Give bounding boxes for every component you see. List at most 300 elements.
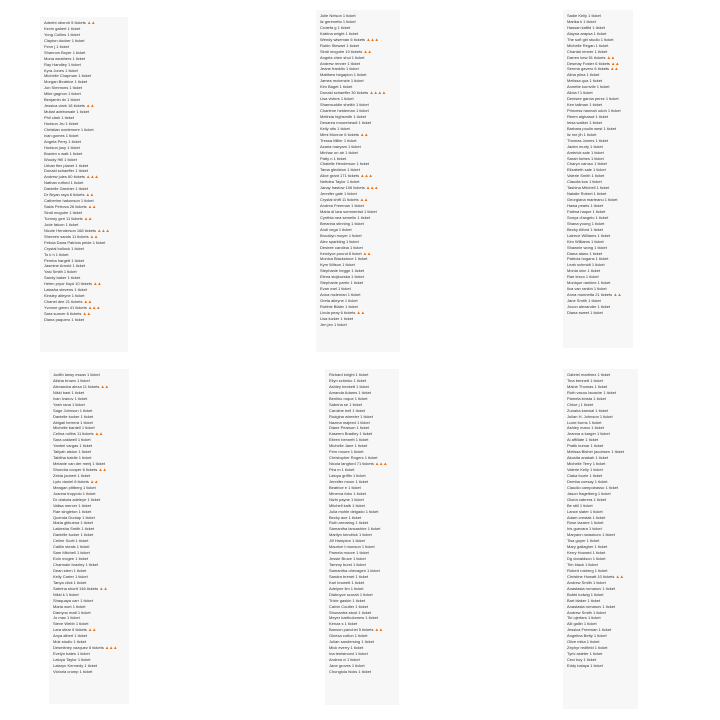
entry-text: Damyno matt 1 ticket bbox=[53, 609, 91, 615]
list-item bbox=[329, 669, 399, 675]
entry-text: Linda peay 6 tickets bbox=[320, 309, 356, 315]
entry-text: Alli gallin 1 ticket bbox=[567, 621, 597, 627]
entry-text: Lisa viviers 1 ticket bbox=[320, 96, 354, 102]
entry-text: Christopher Rogers 1 ticket bbox=[329, 455, 378, 461]
entry-text: Becky ace 1 ticket bbox=[329, 514, 362, 520]
entry-text: Celina rollins 11 tickets bbox=[53, 431, 94, 437]
entry-text: Mick everry 1 ticket bbox=[329, 645, 364, 651]
fire-icon: ▲▲ bbox=[610, 66, 619, 72]
entry-text: Andrew Smith 1 ticket bbox=[567, 579, 606, 585]
entry-text: Jode falcon 1 ticket bbox=[44, 221, 79, 227]
entry-text: Crystal shift 11 tickets bbox=[320, 197, 359, 203]
entry-text: Crystal bullock 1 ticket bbox=[44, 245, 84, 251]
entry-text: Hassan kaftid 1 ticket bbox=[567, 24, 606, 30]
entry-text: Judith lansy essan 1 ticket bbox=[53, 372, 100, 377]
entry-text: Sadie Kelly 1 ticket bbox=[567, 13, 601, 18]
fire-icon: ▲▲ bbox=[94, 431, 103, 437]
entry-text: Celine Scott 1 ticket bbox=[53, 538, 89, 544]
fire-icon: ▲▲▲ bbox=[360, 173, 373, 179]
entry-text: Jaden murty 1 ticket bbox=[567, 143, 603, 149]
entry-text: Maryann nwaokoro 1 ticket bbox=[567, 532, 615, 538]
fire-icon: ▲▲ bbox=[83, 215, 92, 221]
fire-icon: ▲▲ bbox=[606, 54, 615, 60]
entry-text: Maine Thomas 1 ticket bbox=[567, 383, 608, 389]
entry-text: Tina bennett 1 ticket bbox=[567, 377, 603, 383]
list-item bbox=[567, 663, 638, 669]
entry-text: Mary gallagher 1 ticket bbox=[567, 544, 608, 550]
entry-text: Jessica clark 18 tickets bbox=[44, 103, 85, 109]
entry-text: Caitlin steals 1 ticket bbox=[53, 544, 90, 550]
entry-text: Jane Smith 1 ticket bbox=[567, 298, 601, 303]
entry-text: Sara caldwell 1 ticket bbox=[53, 437, 91, 443]
entry-text: Danielle Gardner 1 ticket bbox=[44, 186, 89, 192]
entry-text: Ashley beckett 1 ticket bbox=[329, 383, 369, 389]
entry-text: Zunaira kanwal 1 ticket bbox=[567, 407, 608, 413]
fire-icon: ▲▲ bbox=[82, 310, 91, 316]
entry-text: Ginesa cotton 1 ticket bbox=[329, 633, 368, 639]
entry-text: Joanna troppolo 1 ticket bbox=[53, 490, 96, 496]
entry-text: Stephanie hegge 1 ticket bbox=[320, 268, 365, 274]
entry-text: Jeane franklin 1 ticket bbox=[320, 66, 359, 72]
entry-text: Lyric daniel 6 tickets bbox=[53, 478, 89, 484]
entry-text: Maria di lara sommerlad 1 ticket bbox=[320, 208, 377, 214]
list-item bbox=[320, 322, 400, 328]
entry-text: Meyer bartholomew 1 ticket bbox=[329, 615, 378, 621]
entry-text: Denisee garcia perez 1 ticket bbox=[567, 96, 619, 102]
entry-text: Becky Alford 1 ticket bbox=[567, 226, 604, 232]
entry-text: Jessie Bruce 1 ticket bbox=[329, 556, 366, 562]
entry-text: Bart blaker 1 ticket bbox=[567, 597, 601, 603]
entry-text: Valerie Smith 1 ticket bbox=[567, 173, 605, 179]
fire-icon: ▲▲ bbox=[89, 478, 99, 484]
fire-icon: ▲▲ bbox=[85, 192, 94, 198]
entry-text: Charyn caruso 1 ticket bbox=[567, 161, 607, 167]
entry-text: Ken tallman 1 ticket bbox=[567, 102, 602, 108]
entry-text: Thomas James 1 ticket bbox=[567, 137, 609, 143]
entry-text: Dg donaldson 1 ticket bbox=[567, 556, 606, 562]
entry-text: Tressa Miller 1 ticket bbox=[320, 137, 357, 143]
entry-text: Charmain braxley 1 ticket bbox=[53, 562, 99, 567]
entry-text: Rae singleton 1 ticket bbox=[53, 508, 92, 514]
entry-text: Nizhi payne 1 ticket bbox=[329, 496, 364, 502]
entry-text: Chantal renner 1 ticket bbox=[567, 48, 608, 54]
entry-text: Katrina wright 1 ticket bbox=[320, 30, 359, 36]
entry-text: Darren kew 51 tickets bbox=[567, 54, 606, 60]
entry-text: Andrea vi 1 ticket bbox=[329, 657, 360, 662]
entry-text: Sindi mcguire 10 tickets bbox=[320, 48, 363, 54]
entry-text: Ilca van rankin 1 ticket bbox=[567, 286, 607, 292]
entry-text: Ai affiliate 1 ticket bbox=[567, 437, 599, 443]
entry-text: Alice grant 171 tickets bbox=[320, 173, 360, 179]
entry-text: Braden s watt 1 ticket bbox=[44, 150, 83, 156]
entry-text: Alina pilna 1 ticket bbox=[567, 72, 600, 78]
entry-text: Marilyn kendrick 1 ticket bbox=[329, 532, 372, 538]
ticket-list bbox=[563, 10, 633, 316]
entry-text: Iris guevara 1 ticket bbox=[567, 526, 602, 532]
entry-text: Sarah forbes 1 ticket bbox=[567, 155, 604, 161]
entry-text: Tanya click 1 ticket bbox=[53, 579, 87, 585]
fire-icon: ▲▲▲▲ bbox=[369, 90, 386, 96]
entry-text: Michelle bardell 1 ticket bbox=[53, 425, 95, 431]
entry-text: Kevin gabert 1 ticket bbox=[44, 25, 81, 31]
fire-icon: ▲▲ bbox=[615, 573, 624, 579]
entry-text: Kelly Carter 1 ticket bbox=[53, 573, 88, 579]
entry-text: Michelle Regan 1 ticket bbox=[567, 42, 609, 48]
entry-text: Fatima haque 1 ticket bbox=[567, 208, 606, 214]
entry-text: Yash rana 1 ticket bbox=[53, 401, 85, 407]
entry-text: Sage Johnson 1 ticket bbox=[53, 407, 93, 413]
entry-text: Dean stern 1 ticket bbox=[53, 567, 87, 573]
list-item bbox=[44, 317, 128, 323]
entry-text: Evan earl 1 ticket bbox=[320, 286, 351, 292]
entry-text: Pemba hargett 1 ticket bbox=[44, 257, 85, 263]
entry-text: Melissa qua 1 ticket bbox=[567, 78, 603, 84]
entry-text: Nettdea Taylor 1 ticket bbox=[320, 179, 360, 185]
entry-text: Maria wort 1 ticket bbox=[53, 603, 86, 609]
entry-text: Abigail herrera 1 ticket bbox=[53, 419, 93, 425]
fire-icon: ▲▲ bbox=[100, 383, 109, 389]
entry-text: Kaseem Bradley 1 ticket bbox=[329, 431, 373, 437]
entry-text: Mona weathers 1 ticket bbox=[44, 55, 86, 61]
entry-text: Patty n 1 ticket bbox=[320, 155, 347, 161]
entry-text: Claudio campobasso 1 ticket bbox=[567, 484, 619, 490]
entry-text: Sam Mitchell 1 ticket bbox=[53, 550, 90, 556]
entry-text: Desmitney vazquez 6 tickets bbox=[53, 645, 104, 651]
entry-text: Chungiola hicks 1 ticket bbox=[329, 668, 372, 674]
ticket-list bbox=[325, 369, 399, 675]
entry-text: Phil clark 1 ticket bbox=[44, 115, 75, 120]
entry-text: Be still 1 ticket bbox=[567, 502, 593, 508]
entry-text: Alicia f 1 ticket bbox=[567, 90, 593, 96]
entry-text: Desarea mooreheadl 1 ticket bbox=[320, 119, 372, 125]
entry-text: Yvonne green 41 tickets bbox=[44, 305, 87, 310]
entry-text: Nicole Henderson 168 tickets bbox=[44, 227, 97, 233]
entry-text: Zelda joubert 1 ticket bbox=[53, 472, 91, 478]
entry-text: Yasi Smith 1 ticket bbox=[44, 269, 77, 275]
entry-text: Mike gagnon 1 ticket bbox=[44, 91, 81, 97]
entry-text: Dr olabola adeleye 1 ticket bbox=[53, 496, 101, 502]
entry-text: Ellyn schinko 1 ticket bbox=[329, 377, 367, 383]
entry-text: Latoya Taylor 1 ticket bbox=[53, 657, 91, 662]
entry-text: Kym Wilson 1 ticket bbox=[320, 262, 355, 268]
entry-text: Diane Pearson 1 ticket bbox=[329, 425, 370, 431]
entry-text: Angela Perry 1 ticket bbox=[44, 138, 81, 144]
entry-text: Marika k 1 ticket bbox=[567, 18, 596, 24]
entry-text: Calvin Coulter 1 ticket bbox=[329, 603, 368, 609]
entry-text: Lara stear 6 tickets bbox=[53, 627, 87, 633]
entry-text: Chloe j 1 ticket bbox=[567, 401, 594, 407]
entry-text: Ina tentsinced 1 ticket bbox=[329, 651, 368, 657]
entry-text: Victoria crump 1 ticket bbox=[53, 668, 93, 674]
entry-text: Alayna arapsa 1 ticket bbox=[567, 30, 607, 36]
entry-text: Lisa tucker 1 ticket bbox=[320, 315, 354, 321]
entry-text: Sandy baker 1 ticket bbox=[44, 275, 81, 281]
entry-text: Alexandra alexa 11 tickets bbox=[53, 383, 100, 389]
entry-text: Kinsley alleyne 1 ticket bbox=[44, 293, 85, 299]
entry-text: Crotefa g 1 ticket bbox=[320, 24, 351, 30]
entry-text: Tyric asleter 1 ticket bbox=[567, 651, 603, 657]
entry-text: Ray Handley 1 ticket bbox=[44, 61, 81, 67]
entry-text: Tabitha baldie 1 ticket bbox=[53, 455, 92, 461]
fire-icon: ▲▲▲ bbox=[97, 227, 110, 233]
entry-text: Tama gledston 1 ticket bbox=[320, 167, 360, 173]
entry-text: Michelle Terry 1 ticket bbox=[567, 461, 606, 467]
entry-text: Ciaka fourie 1 ticket bbox=[567, 472, 603, 478]
entry-text: Dr Bryan raya 6 tickets bbox=[44, 192, 85, 198]
fire-icon: ▲▲ bbox=[89, 233, 98, 239]
entry-text: Christine Howatt 10 tickets bbox=[567, 573, 615, 579]
entry-text: Monique rankine 1 ticket bbox=[567, 280, 611, 286]
entry-text: Andrew Smith 1 ticket bbox=[567, 609, 606, 615]
entry-text: Samantha lancashire 1 ticket bbox=[329, 526, 381, 532]
entry-text: Shannon Boyer 1 ticket bbox=[44, 49, 86, 55]
entry-text: Natalie Robert 1 ticket bbox=[567, 191, 607, 197]
entry-text: Jessica Freeman 1 ticket bbox=[567, 627, 612, 633]
fire-icon: ▲▲ bbox=[86, 20, 96, 25]
entry-text: Benjamin dx 1 ticket bbox=[44, 97, 80, 103]
entry-text: Shunantra stout 1 ticket bbox=[329, 609, 372, 615]
entry-text: Melinda highsmith 1 ticket bbox=[320, 113, 367, 119]
entry-text: Christian noelemore 1 ticket bbox=[44, 126, 94, 132]
entry-text: Adam crestak 1 ticket bbox=[567, 514, 606, 520]
entry-text: Julian H. Johnson 1 ticket bbox=[567, 413, 613, 419]
ticket-list-column-1 bbox=[40, 17, 128, 352]
entry-text: Samantha ohevagen 1 ticket bbox=[329, 567, 380, 573]
entry-text: Minhaz on air 1 ticket bbox=[320, 149, 358, 155]
entry-text: Tashina Mitchell 1 ticket bbox=[567, 185, 610, 191]
entry-text: Jason fragelberg 1 ticket bbox=[567, 490, 611, 496]
entry-text: Hudson jusy 1 ticket bbox=[44, 144, 80, 150]
entry-text: Anastasia romanov 1 ticket bbox=[567, 603, 616, 609]
entry-text: Anna munnetta 21 tickets bbox=[567, 292, 613, 298]
ticket-list bbox=[49, 369, 129, 675]
entry-text: Sara suncer 6 tickets bbox=[44, 310, 82, 316]
entry-text: Ivan gomes 1 ticket bbox=[44, 132, 79, 138]
entry-text: Sakis Petrova 26 tickets bbox=[44, 204, 87, 210]
fire-icon: ▲▲ bbox=[613, 292, 622, 298]
entry-text: Charlene heideman 1 ticket bbox=[320, 108, 369, 113]
entry-text: Wendy wiseman 6 tickets bbox=[320, 36, 366, 42]
entry-text: Tisa guyer 1 ticket bbox=[567, 538, 600, 544]
entry-text: Elizabeth sale 1 ticket bbox=[567, 167, 606, 173]
entry-text: Rodgina wheeler 1 ticket bbox=[329, 413, 373, 419]
ticket-list-column-6 bbox=[563, 369, 638, 709]
entry-text: Rose lazarre 1 ticket bbox=[567, 520, 604, 526]
entry-text: Annette kurnvile 1 ticket bbox=[567, 84, 610, 90]
entry-text: Breanna stinning 1 ticket bbox=[320, 220, 364, 226]
entry-text: Lakiesha Smith 1 ticket bbox=[53, 526, 95, 532]
entry-text: Ieisa walker 1 ticket bbox=[567, 119, 602, 125]
entry-text: James mckenzie 1 ticket bbox=[320, 78, 364, 84]
entry-text: Ceci koy 1 ticket bbox=[567, 657, 597, 662]
entry-text: Trixie gaskin 1 ticket bbox=[329, 597, 366, 603]
entry-text: Diana alano 1 ticket bbox=[567, 250, 603, 256]
entry-text: Nikki k 1 ticket bbox=[53, 591, 79, 597]
entry-text: Tummy geri 11 tickets bbox=[44, 215, 83, 221]
entry-text: Rae lesco 1 ticket bbox=[567, 274, 599, 280]
entry-text: Richard knight 1 ticket bbox=[329, 372, 369, 377]
entry-text: Olive mika 1 ticket bbox=[567, 639, 600, 645]
entry-text: Andrew jules 60 tickets bbox=[44, 174, 85, 180]
entry-text: Desmay Foster 6 tickets bbox=[567, 60, 610, 66]
entry-text: Nicola langford 71 tickets bbox=[329, 461, 374, 467]
entry-text: Jen jen 1 ticket bbox=[320, 321, 347, 327]
entry-text: The soft girl studio 1 ticket bbox=[567, 36, 614, 42]
entry-text: Brooklyn moyer 1 ticket bbox=[320, 232, 362, 238]
entry-text: Robert rosberg 1 ticket bbox=[567, 567, 608, 573]
entry-text: Danielle tucker 1 ticket bbox=[53, 532, 94, 538]
entry-text: Claudia kos 1 ticket bbox=[567, 179, 602, 185]
list-item bbox=[567, 310, 633, 316]
entry-text: Jennifer gale 1 ticket bbox=[320, 191, 357, 197]
entry-text: Matthew hegapion 1 ticket bbox=[320, 72, 367, 78]
entry-text: Ashley mano 1 ticket bbox=[567, 425, 604, 431]
entry-text: Latoya griffin 1 ticket bbox=[329, 472, 366, 478]
list-item bbox=[53, 669, 129, 675]
entry-text: Clayton docker 1 ticket bbox=[44, 37, 85, 43]
entry-text: Meagan pittberg 1 ticket bbox=[53, 484, 96, 490]
entry-text: Julie Nelson 1 ticket bbox=[320, 13, 356, 18]
entry-text: Woody Hill 1 ticket bbox=[44, 156, 77, 162]
entry-text: Donald schaeffer 1 ticket bbox=[44, 168, 88, 174]
entry-text: Amanda Adams 1 ticket bbox=[329, 389, 372, 395]
fire-icon: ▲▲ bbox=[610, 60, 620, 66]
entry-text: Ruth armaring 1 ticket bbox=[329, 520, 369, 526]
entry-text: Pamela moore 1 ticket bbox=[329, 550, 369, 556]
entry-text: Robbie Blaler 1 ticket bbox=[320, 303, 358, 309]
entry-text: Sonya d'angelo 1 ticket bbox=[567, 214, 609, 220]
fire-icon: ▲▲ bbox=[359, 197, 368, 203]
entry-text: Anna mcleman 1 ticket bbox=[320, 292, 361, 298]
entry-text: Tiri ojerfars 1 ticket bbox=[567, 615, 601, 621]
entry-text: Fenn j 1 ticket bbox=[44, 43, 69, 49]
entry-text: Evelyn bates 1 ticket bbox=[53, 651, 90, 657]
entry-text: Jeanna a karger 1 ticket bbox=[567, 431, 610, 437]
entry-text: Lucie burns 1 ticket bbox=[567, 419, 602, 425]
entry-text: Melissa Bisher jacobsen 1 ticket bbox=[567, 449, 624, 455]
entry-text: Kyra Jones 1 ticket bbox=[44, 67, 78, 73]
ticket-list-column-2 bbox=[316, 10, 400, 352]
entry-text: Taliyah alston 1 ticket bbox=[53, 449, 92, 455]
entry-text: Michelle Chapman 1 ticket bbox=[44, 73, 91, 79]
entry-text: Mimi Monroe 6 tickets bbox=[320, 131, 359, 137]
ticket-list-column-5 bbox=[325, 369, 399, 705]
fire-icon: ▲▲ bbox=[363, 48, 372, 54]
entry-text: Kim Williams 1 ticket bbox=[567, 238, 604, 244]
entry-text: Catherine hakonson 1 ticket bbox=[44, 198, 94, 204]
entry-text: Valerie Kelly 1 ticket bbox=[567, 467, 603, 472]
entry-text: Julian sandersing 1 ticket bbox=[329, 639, 374, 645]
entry-text: Kerry Howard 1 ticket bbox=[567, 550, 606, 556]
entry-text: Benlino roque 1 ticket bbox=[329, 395, 368, 401]
entry-text: Lance slater 1 ticket bbox=[567, 508, 603, 514]
entry-text: Demba coesay 1 ticket bbox=[567, 478, 608, 484]
entry-text: Sandra brenet 1 ticket bbox=[329, 573, 369, 579]
entry-text: Maria gilbuena 1 ticket bbox=[53, 520, 94, 526]
entry-text: Barbara poulin west 1 ticket bbox=[567, 125, 617, 131]
entry-text: Yanbel vargas 1 ticket bbox=[53, 443, 93, 449]
entry-text: Jon Simmons 1 ticket bbox=[44, 85, 83, 91]
entry-text: Adelyne lim 1 ticket bbox=[329, 585, 364, 591]
entry-text: Kendyce pound 6 ticket bbox=[320, 250, 362, 256]
entry-text: Melanie van der merij 1 ticket bbox=[53, 461, 106, 467]
entry-text: Adeebi oboroh 5 tickets bbox=[44, 20, 86, 25]
entry-text: Mok studio 1 ticket bbox=[53, 639, 87, 645]
fire-icon: ▲▲ bbox=[98, 467, 107, 472]
entry-text: Morgan Beatrice 1 ticket bbox=[44, 79, 88, 85]
fire-icon: ▲▲ bbox=[356, 309, 365, 315]
entry-text: Greta alleyne 1 ticket bbox=[320, 298, 358, 303]
entry-text: Jill Hampton 1 ticket bbox=[329, 538, 365, 544]
entry-text: Alex sparkling 1 ticket bbox=[320, 238, 359, 244]
entry-text: Shamsuddin sheikh 1 ticket bbox=[320, 102, 369, 108]
entry-text: Maurice t munson 1 ticket bbox=[329, 544, 375, 550]
entry-text: Hudson Jru 1 ticket bbox=[44, 120, 79, 126]
entry-text: Desiree carolina 1 ticket bbox=[320, 244, 363, 250]
entry-text: Monia sinn 1 ticket bbox=[567, 268, 601, 274]
entry-text: Janay hastow 106 tickets bbox=[320, 185, 365, 191]
entry-text: Andi vega 1 ticket bbox=[320, 226, 352, 232]
entry-text: Angela chen shui 1 ticket bbox=[320, 54, 365, 60]
entry-text: Sabrina se 1 ticket bbox=[329, 401, 362, 407]
entry-text: Pratik kumar 1 ticket bbox=[567, 443, 604, 449]
entry-text: Nathan rutford 1 ticket bbox=[44, 180, 84, 186]
entry-text: Pira m 1 ticket bbox=[329, 467, 355, 472]
fire-icon: ▲▲ bbox=[83, 299, 92, 305]
entry-text: Julia mohle delgado 1 ticket bbox=[329, 508, 379, 514]
entry-text: Yong Collins 1 ticket bbox=[44, 31, 80, 37]
entry-text: Ambrick sale 1 ticket bbox=[567, 149, 604, 155]
entry-text: Chatelle Henderson 1 ticket bbox=[320, 161, 370, 167]
entry-text: Pamela kinsta 1 ticket bbox=[567, 395, 606, 401]
entry-text: Georgiana marteanu 1 ticket bbox=[567, 197, 618, 203]
entry-text: Shana young 1 ticket bbox=[567, 220, 605, 226]
entry-text: Azaria maryam 1 ticket bbox=[320, 143, 361, 149]
entry-text: Andrea Freeman 1 ticket bbox=[320, 203, 364, 208]
entry-text: Banson panchel 5 tickets bbox=[329, 627, 374, 633]
entry-text: Andrew renner 1 ticket bbox=[320, 60, 361, 66]
entry-text: Elena stojkovska 1 ticket bbox=[320, 274, 364, 280]
entry-text: Robin Stewart 1 ticket bbox=[320, 42, 359, 48]
entry-text: Danielle tucker 1 ticket bbox=[53, 413, 94, 419]
ticket-list-column-3 bbox=[563, 10, 633, 348]
entry-text: Serena gavero 6 tickets bbox=[567, 66, 610, 72]
entry-text: Tammy burst 1 ticket bbox=[329, 562, 366, 567]
entry-text: Caroline bell 1 ticket bbox=[329, 407, 366, 413]
fire-icon: ▲▲ bbox=[87, 627, 97, 633]
entry-text: liz gerenetto 1 ticket bbox=[320, 18, 356, 24]
fire-icon: ▲▲ bbox=[93, 281, 102, 287]
entry-text: Ruth vacou lacache 1 ticket bbox=[567, 389, 616, 395]
entry-text: Diana sweet 1 ticket bbox=[567, 309, 603, 315]
entry-text: Nazma majeed 1 ticket bbox=[329, 419, 370, 425]
fire-icon: ▲▲ bbox=[85, 103, 95, 109]
entry-text: Mitchell kalb 1 ticket bbox=[329, 502, 365, 508]
entry-text: Ivan Ivanov 1 ticket bbox=[53, 395, 88, 401]
entry-text: Kim Baget 1 ticket bbox=[320, 84, 353, 90]
fire-icon: ▲▲▲ bbox=[85, 174, 99, 180]
fire-icon: ▲▲ bbox=[359, 131, 369, 137]
entry-text: Patricia hogans 1 ticket bbox=[567, 256, 609, 262]
fire-icon: ▲▲ bbox=[374, 627, 383, 633]
entry-text: Sabrina shortt 146 tickets bbox=[53, 585, 99, 591]
entry-text: Zephyr redfield 1 ticket bbox=[567, 645, 608, 651]
entry-text: Latrece Williams 1 ticket bbox=[567, 232, 611, 238]
entry-text: Anastasia romanov 1 ticket bbox=[567, 585, 616, 591]
entry-text: Eileen bennett 1 ticket bbox=[329, 437, 369, 443]
entry-text: Minerva fobo 1 ticket bbox=[329, 490, 366, 496]
entry-text: Gabriel martinez 1 ticket bbox=[567, 372, 611, 377]
